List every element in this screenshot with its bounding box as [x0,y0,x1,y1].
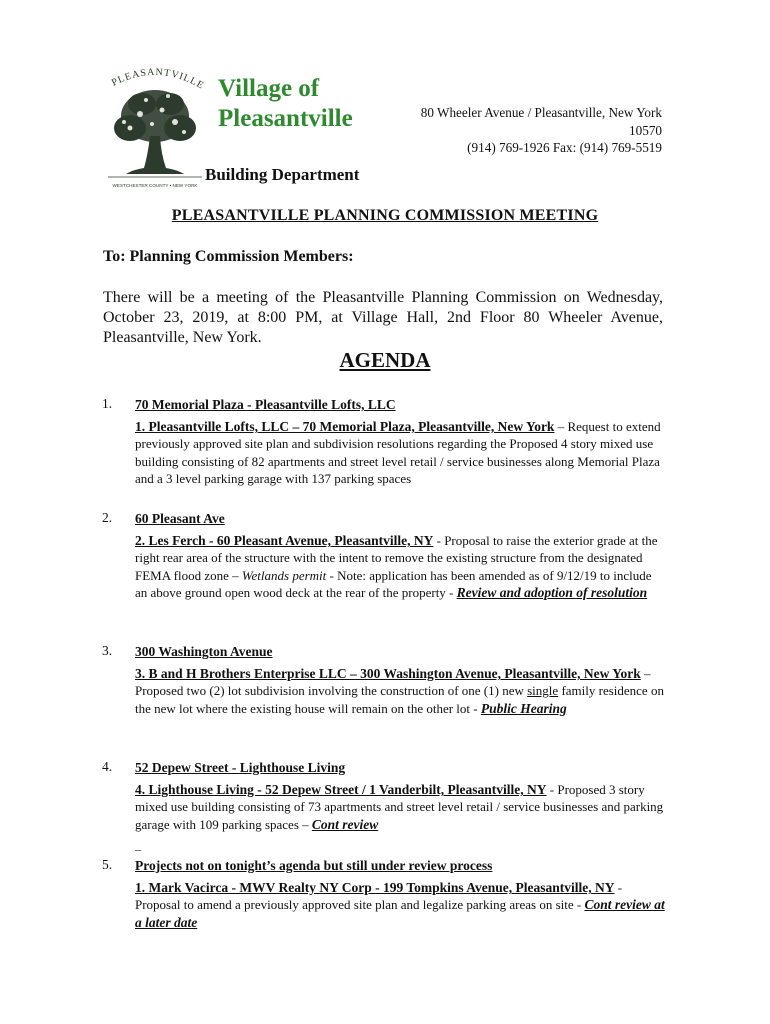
item-title: 60 Pleasant Ave [135,511,225,526]
tree-seal-icon [100,66,210,190]
seal-arc-text: PLEASANTVILLE [110,66,206,92]
item-lead: 1. Mark Vacirca - MWV Realty NY Corp - 199 Tompkins Avenue, Pleasantville, NY [135,880,615,895]
item-title: 70 Memorial Plaza - Pleasantville Lofts, LLC [135,397,396,412]
item-status: Cont review [311,816,379,832]
meeting-intro: There will be a meeting of the Pleasantville Planning Commission on Wednesday, October 23, 2019, at 8:00 PM, at Village Hall, 2nd Floor 80 Wheeler Avenue, Pleasantville, New York. [103,289,663,346]
item-body [135,643,667,717]
village-name-line2: Pleasantville [218,105,353,132]
agenda-heading: AGENDA [339,348,431,372]
item-permit-type: Wetlands permit [241,567,327,583]
item-number: 3. [102,643,113,658]
item-body [135,396,667,488]
item-text: – Request to extend previously approved site plan and subdivision resolutions regarding the Proposed 4 story mixed use building consisting of 82 apartments and street level retail / service businesses along Memorial Plaza and a 3 level parking garage with 137 parking spaces [135,419,661,487]
item-text-b: family residence on the new lot where the existing house will remain on the other lot - [135,683,664,716]
address-zip: 10570 [629,122,662,138]
item-detail [135,879,667,931]
village-name-line1: Village of [218,75,320,102]
seal-bottom-text: WESTCHESTER COUNTY • NEW YORK [112,183,198,188]
item-lead: 2. Les Ferch - 60 Pleasant Avenue, Pleasantville, NY [135,533,434,548]
stray-mark: _ [135,838,141,852]
item-number: 5. [102,857,113,872]
item-lead: 1. Pleasantville Lofts, LLC – 70 Memorial Plaza, Pleasantville, New York [135,419,555,434]
item-underlined-word: single [527,683,559,699]
item-status: Review and adoption of resolution [456,585,648,601]
item-title: 300 Washington Avenue [135,644,273,659]
meeting-title: PLEASANTVILLE PLANNING COMMISSION MEETING [171,207,599,224]
item-title: 52 Depew Street - Lighthouse Living [135,760,346,775]
item-text-a: – Proposed two (2) lot subdivision involving the construction of one (1) new [135,666,651,699]
item-text-b: - Note: application has been amended as of 9/12/19 to include an above ground open wood deck at the rear of the property - [135,567,652,601]
item-status: Cont review at a later date [135,897,665,930]
item-detail [135,665,667,717]
address-block [421,104,662,157]
item-status: Public Hearing [480,700,567,716]
address-phone-fax: (914) 769-1926 Fax: (914) 769-5519 [467,140,662,155]
item-number: 4. [102,759,113,774]
item-title: Projects not on tonight’s agenda but still under review process [135,858,493,873]
item-detail [135,532,667,602]
item-lead: 4. Lighthouse Living - 52 Depew Street / 1 Vanderbilt, Pleasantville, NY [135,782,547,797]
address-street: 80 Wheeler Avenue / Pleasantville, New York [420,105,662,120]
item-body [135,510,667,602]
addressee-line: To: Planning Commission Members: [103,248,354,265]
item-number: 1. [102,396,113,411]
item-text: - Proposed 3 story mixed use building consisting of 73 apartments and street level retail / service businesses and parking garage with 109 parking spaces – [135,782,664,832]
item-detail [135,418,667,488]
item-text: - Proposal to amend a previously approved site plan and legalize parking areas on site - [135,880,623,913]
item-body [135,857,667,931]
item-body [135,759,667,833]
village-name [218,74,353,134]
department-name: Building Department [205,165,360,184]
item-detail [135,781,667,833]
item-number: 2. [102,510,113,525]
item-text-a: - Proposal to raise the exterior grade at the right rear area of the structure with the intent to remove the existing structure from the designated FEMA flood zone – [135,533,658,583]
item-lead: 3. B and H Brothers Enterprise LLC – 300 Washington Avenue, Pleasantville, New York [135,666,641,681]
